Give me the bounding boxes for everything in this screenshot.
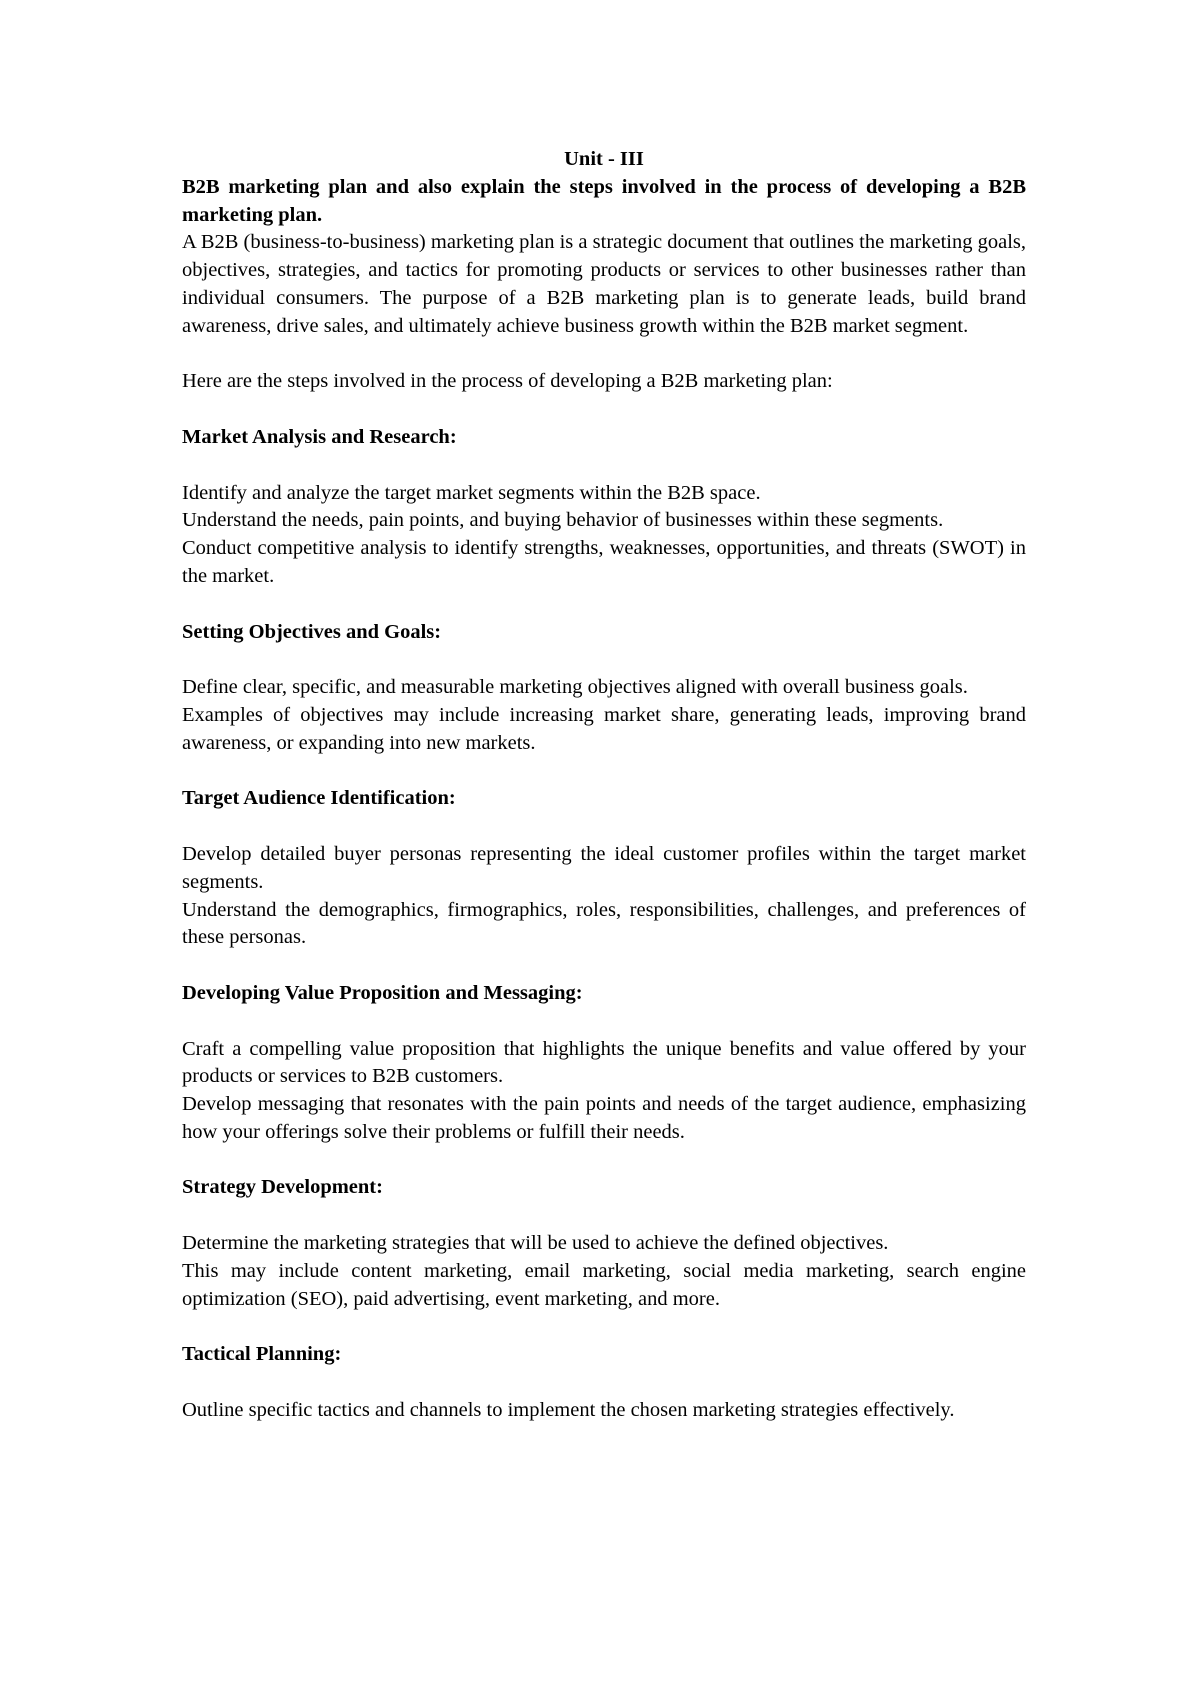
spacer [182,758,1026,786]
section-paragraph: Conduct competitive analysis to identify strengths, weaknesses, opportunities, and threats (SWOT) in the market. [182,537,1026,587]
section-paragraph: Understand the needs, pain points, and buying behavior of businesses within these segments. [182,509,944,532]
section-title-value-proposition: Developing Value Proposition and Messaging: [182,981,583,1004]
section-title-strategy: Strategy Development: [182,1176,383,1199]
spacer [182,396,1026,424]
section-paragraph: Develop messaging that resonates with the pain points and needs of the target audience, emphasizing how your offerings solve their problems or fulfill their needs. [182,1093,1026,1143]
section-paragraph: Identify and analyze the target market segments within the B2B space. [182,481,761,504]
question-heading: B2B marketing plan and also explain the steps involved in the process of developing a B2B marketing plan. [182,175,1026,226]
steps-intro: Here are the steps involved in the process of developing a B2B marketing plan: [182,370,833,393]
section-paragraph: Outline specific tactics and channels to implement the chosen marketing strategies effectively. [182,1398,955,1421]
section-paragraph: Examples of objectives may include increasing market share, generating leads, improving brand awareness, or expanding into new markets. [182,703,1026,754]
section-title-tactical-planning: Tactical Planning: [182,1343,342,1366]
section-paragraph: This may include content marketing, email marketing, social media marketing, search engine optimization (SEO), paid advertising, event marketing, and more. [182,1259,1026,1310]
spacer [182,952,1026,980]
spacer [182,1313,1026,1341]
spacer [182,1202,1026,1230]
spacer [182,1147,1026,1175]
section-paragraph: Define clear, specific, and measurable marketing objectives aligned with overall business goals. [182,676,968,699]
spacer [182,813,1026,841]
intro-paragraph: A B2B (business-to-business) marketing plan is a strategic document that outlines the marketing goals, objectives, strategies, and tactics for promoting products or services to other businesses rather than individual consumers. The purpose of a B2B marketing plan is to generate leads, build brand awareness, drive sales, and ultimately achieve business growth within the B2B market segment. [182,231,1026,337]
document-page [182,146,1026,1425]
spacer [182,591,1026,619]
section-title-objectives: Setting Objectives and Goals: [182,620,442,643]
section-paragraph: Develop detailed buyer personas representing the ideal customer profiles within the target market segments. [182,842,1026,893]
section-title-market-analysis: Market Analysis and Research: [182,425,457,448]
spacer [182,1369,1026,1397]
spacer [182,341,1026,369]
section-paragraph: Determine the marketing strategies that will be used to achieve the defined objectives. [182,1232,889,1255]
spacer [182,646,1026,674]
section-title-target-audience: Target Audience Identification: [182,787,456,810]
spacer [182,452,1026,480]
section-paragraph: Craft a compelling value proposition that highlights the unique benefits and value offered by your products or services to B2B customers. [182,1037,1026,1088]
spacer [182,1008,1026,1036]
unit-title: Unit - III [564,148,644,170]
section-paragraph: Understand the demographics, firmographics, roles, responsibilities, challenges, and preferences of these personas. [182,898,1026,949]
